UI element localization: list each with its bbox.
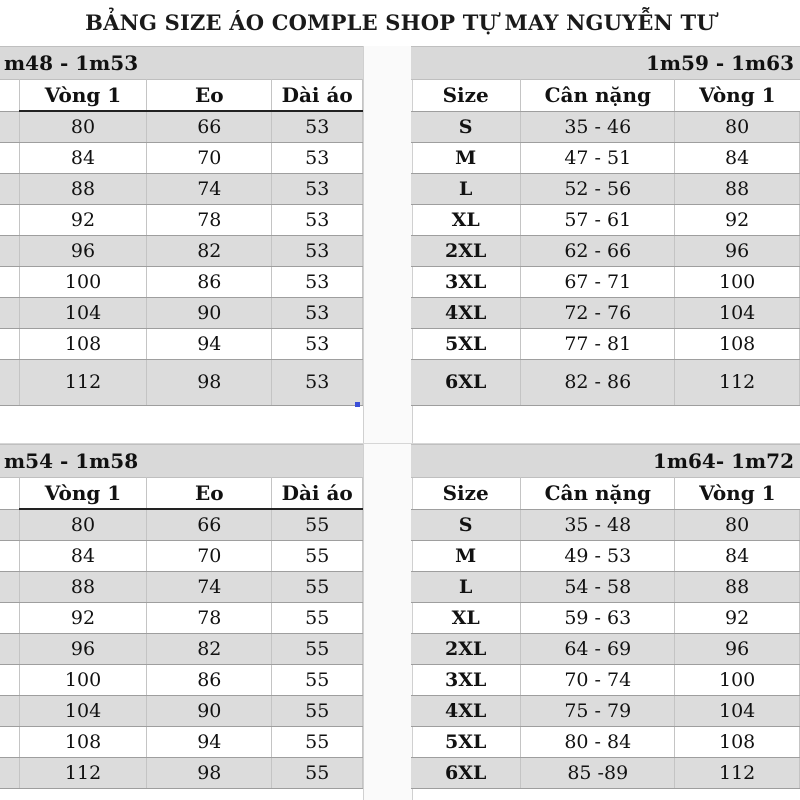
table-cell: 55 <box>272 509 363 540</box>
table-row <box>0 540 363 571</box>
table-cell: 54 - 58 <box>521 571 675 602</box>
table-cell: 104 <box>675 695 800 726</box>
column-header: Size <box>411 79 521 111</box>
row-stub <box>0 79 19 111</box>
table-cell: 92 <box>675 602 800 633</box>
table-cell: 53 <box>272 328 363 359</box>
table-cell: 90 <box>147 695 272 726</box>
table-cell: 96 <box>19 633 146 664</box>
table-cell: M <box>411 540 521 571</box>
size-table-1m59-1m63 <box>411 46 800 410</box>
table-row <box>0 204 363 235</box>
table-cell: 82 - 86 <box>521 359 675 405</box>
table-cell: 53 <box>272 173 363 204</box>
table-row <box>0 235 363 266</box>
table-cell: 53 <box>272 297 363 328</box>
table-cell: 62 - 66 <box>521 235 675 266</box>
table-cell: 5XL <box>411 328 521 359</box>
column-header: Dài áo <box>272 79 363 111</box>
size-table <box>411 477 800 789</box>
table-cell: 53 <box>272 359 363 405</box>
column-header: Cân nặng <box>521 79 675 111</box>
table-cell: 70 <box>147 142 272 173</box>
table-cell: 82 <box>147 235 272 266</box>
size-table-m54-1m58 <box>0 444 363 800</box>
table-row <box>0 695 363 726</box>
table-cell: L <box>411 571 521 602</box>
table-cell: 84 <box>19 540 146 571</box>
table-cell: 53 <box>272 111 363 142</box>
table-cell: 98 <box>147 757 272 788</box>
table-cell: 88 <box>19 571 146 602</box>
table-cell: S <box>411 509 521 540</box>
table-row <box>0 328 363 359</box>
table-cell: 67 - 71 <box>521 266 675 297</box>
table-cell: 84 <box>19 142 146 173</box>
column-header: Vòng 1 <box>675 477 800 509</box>
table-row <box>411 297 800 328</box>
table-cell: 53 <box>272 142 363 173</box>
table-row <box>0 509 363 540</box>
table-cell: 35 - 48 <box>521 509 675 540</box>
table-cell: M <box>411 142 521 173</box>
table-cell: 88 <box>675 173 800 204</box>
column-header: Eo <box>147 79 272 111</box>
table-cell: 5XL <box>411 726 521 757</box>
table-row <box>0 297 363 328</box>
table-cell: 6XL <box>411 757 521 788</box>
table-cell: 96 <box>675 235 800 266</box>
table-heading: m48 - 1m53 <box>0 46 363 80</box>
table-cell: 49 - 53 <box>521 540 675 571</box>
spacer-row <box>0 411 800 444</box>
table-cell: 53 <box>272 266 363 297</box>
table-cell: 78 <box>147 204 272 235</box>
table-row <box>0 726 363 757</box>
table-cell: 55 <box>272 633 363 664</box>
table-cell: 72 - 76 <box>521 297 675 328</box>
table-cell: 77 - 81 <box>521 328 675 359</box>
table-row <box>0 111 363 142</box>
table-cell: 80 <box>19 509 146 540</box>
table-cell: 4XL <box>411 297 521 328</box>
table-row <box>411 173 800 204</box>
table-cell: 75 - 79 <box>521 695 675 726</box>
table-cell: 55 <box>272 726 363 757</box>
table-cell: 92 <box>675 204 800 235</box>
table-cell: 80 <box>675 509 800 540</box>
table-cell: 3XL <box>411 664 521 695</box>
table-cell: 100 <box>19 266 146 297</box>
table-cell: 112 <box>675 359 800 405</box>
table-cell: 84 <box>675 142 800 173</box>
column-header: Vòng 1 <box>19 477 146 509</box>
table-cell: 90 <box>147 297 272 328</box>
table-row <box>0 173 363 204</box>
table-cell: 64 - 69 <box>521 633 675 664</box>
table-cell: 100 <box>675 266 800 297</box>
table-cell: 98 <box>147 359 272 405</box>
table-cell: 80 <box>675 111 800 142</box>
table-cell: 74 <box>147 571 272 602</box>
table-cell: 59 - 63 <box>521 602 675 633</box>
table-cell: 86 <box>147 266 272 297</box>
table-row <box>411 359 800 405</box>
table-cell: 96 <box>675 633 800 664</box>
table-cell: 86 <box>147 664 272 695</box>
cell-fill-handle-icon <box>355 402 360 407</box>
table-cell: 108 <box>19 726 146 757</box>
table-cell: 47 - 51 <box>521 142 675 173</box>
column-header: Cân nặng <box>521 477 675 509</box>
table-cell: 94 <box>147 726 272 757</box>
table-row <box>0 602 363 633</box>
table-cell: 88 <box>675 571 800 602</box>
page-title: BẢNG SIZE ÁO COMPLE SHOP TỰ MAY NGUYỄN TƯ <box>85 10 715 35</box>
table-cell: 104 <box>19 297 146 328</box>
table-cell: 55 <box>272 602 363 633</box>
table-cell: 108 <box>675 328 800 359</box>
table-cell: 3XL <box>411 266 521 297</box>
table-cell: 55 <box>272 540 363 571</box>
table-cell: 74 <box>147 173 272 204</box>
table-cell: 78 <box>147 602 272 633</box>
table-row <box>411 664 800 695</box>
table-row <box>0 142 363 173</box>
table-cell: 104 <box>675 297 800 328</box>
table-row <box>0 266 363 297</box>
table-cell: 52 - 56 <box>521 173 675 204</box>
table-row <box>411 540 800 571</box>
size-table-1m64-1m72 <box>411 444 800 800</box>
table-cell: 100 <box>19 664 146 695</box>
table-cell: 66 <box>147 111 272 142</box>
column-header: Dài áo <box>272 477 363 509</box>
table-row <box>411 235 800 266</box>
table-cell: 112 <box>19 757 146 788</box>
table-row <box>0 359 363 405</box>
table-row <box>0 757 363 788</box>
table-cell: L <box>411 173 521 204</box>
size-table <box>0 477 363 789</box>
table-heading: m54 - 1m58 <box>0 444 363 478</box>
table-cell: 88 <box>19 173 146 204</box>
table-cell: 112 <box>19 359 146 405</box>
table-cell: 4XL <box>411 695 521 726</box>
table-cell: 66 <box>147 509 272 540</box>
table-cell: 70 - 74 <box>521 664 675 695</box>
table-cell: 80 <box>19 111 146 142</box>
table-row <box>411 571 800 602</box>
size-table <box>411 79 800 406</box>
table-cell: 108 <box>19 328 146 359</box>
table-row <box>411 204 800 235</box>
table-cell: 100 <box>675 664 800 695</box>
table-cell: 57 - 61 <box>521 204 675 235</box>
table-row <box>411 266 800 297</box>
table-cell: XL <box>411 204 521 235</box>
size-table <box>0 79 363 406</box>
table-row <box>411 602 800 633</box>
table-cell: 55 <box>272 695 363 726</box>
table-cell: 80 - 84 <box>521 726 675 757</box>
table-cell: 35 - 46 <box>521 111 675 142</box>
table-cell: 70 <box>147 540 272 571</box>
table-cell: 92 <box>19 602 146 633</box>
table-cell: 2XL <box>411 235 521 266</box>
table-cell: 84 <box>675 540 800 571</box>
table-row <box>0 571 363 602</box>
table-cell: 104 <box>19 695 146 726</box>
table-heading: 1m64- 1m72 <box>411 444 800 478</box>
table-row <box>411 757 800 788</box>
column-header: Vòng 1 <box>19 79 146 111</box>
table-cell: 94 <box>147 328 272 359</box>
table-cell: 55 <box>272 571 363 602</box>
table-row <box>411 328 800 359</box>
size-table-m48-1m53 <box>0 46 363 410</box>
table-cell: 108 <box>675 726 800 757</box>
table-row <box>411 633 800 664</box>
row-stub <box>0 477 19 509</box>
table-row <box>0 664 363 695</box>
table-row <box>411 509 800 540</box>
table-cell: 53 <box>272 235 363 266</box>
column-header: Eo <box>147 477 272 509</box>
table-cell: 55 <box>272 757 363 788</box>
table-cell: S <box>411 111 521 142</box>
table-cell: 55 <box>272 664 363 695</box>
table-row <box>411 142 800 173</box>
table-cell: 96 <box>19 235 146 266</box>
table-cell: 92 <box>19 204 146 235</box>
table-cell: 82 <box>147 633 272 664</box>
table-row <box>411 726 800 757</box>
table-cell: XL <box>411 602 521 633</box>
table-row <box>411 111 800 142</box>
column-header: Size <box>411 477 521 509</box>
table-heading: 1m59 - 1m63 <box>411 46 800 80</box>
column-header: Vòng 1 <box>675 79 800 111</box>
table-cell: 6XL <box>411 359 521 405</box>
table-row <box>411 695 800 726</box>
table-cell: 112 <box>675 757 800 788</box>
table-cell: 85 -89 <box>521 757 675 788</box>
table-row <box>0 633 363 664</box>
table-cell: 2XL <box>411 633 521 664</box>
table-cell: 53 <box>272 204 363 235</box>
